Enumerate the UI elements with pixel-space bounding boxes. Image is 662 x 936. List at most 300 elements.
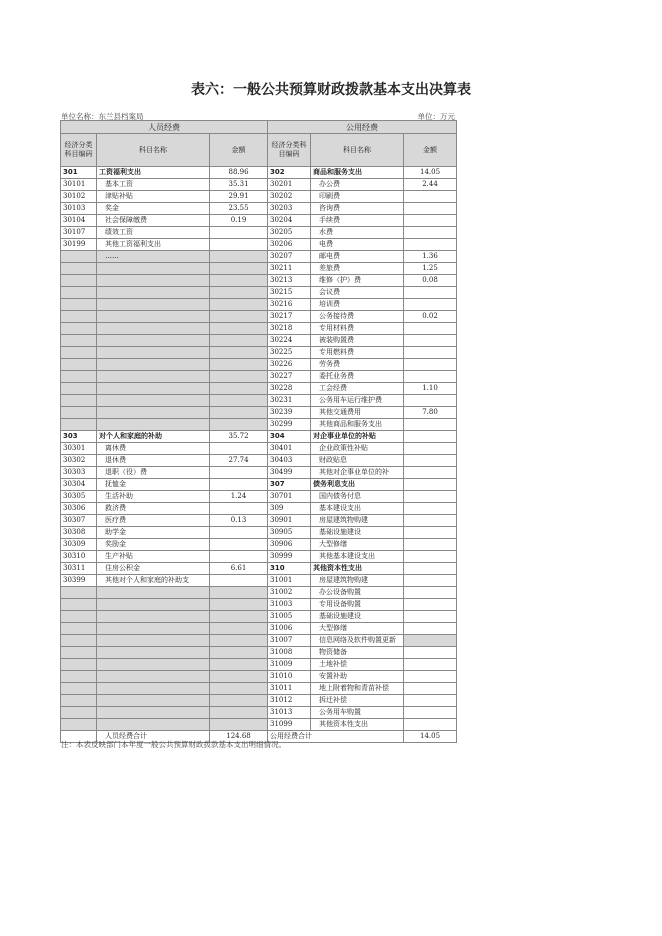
right-name-cell: 债务利息支出 (311, 479, 404, 491)
right-name-cell: 信息网络及软件购置更新 (311, 635, 404, 647)
right-amount-cell (404, 419, 457, 431)
table-row (61, 635, 457, 647)
table-row (61, 503, 457, 515)
right-code-cell: 30905 (268, 527, 311, 539)
table-row (61, 611, 457, 623)
left-code-cell (61, 371, 97, 383)
left-amount-cell (210, 383, 268, 395)
right-name-cell: 财政贴息 (311, 455, 404, 467)
left-name-cell (97, 599, 210, 611)
right-code-cell: 30204 (268, 215, 311, 227)
table-row (61, 719, 457, 731)
left-code-cell: 30102 (61, 191, 97, 203)
left-amount-cell (210, 311, 268, 323)
right-amount-cell (404, 323, 457, 335)
table-row (61, 275, 457, 287)
right-name-cell: 维修（护）费 (311, 275, 404, 287)
right-name-cell: 土地补偿 (311, 659, 404, 671)
table-row (61, 179, 457, 191)
table-row (61, 395, 457, 407)
header-code-left: 经济分类科目编码 (61, 134, 97, 167)
left-name-cell (97, 395, 210, 407)
right-name-cell: 其他资本性支出 (311, 563, 404, 575)
right-name-cell: 公务用车运行维护费 (311, 395, 404, 407)
right-code-cell: 307 (268, 479, 311, 491)
left-name-cell (97, 263, 210, 275)
left-amount-cell (210, 635, 268, 647)
right-amount-cell: 1.25 (404, 263, 457, 275)
left-code-cell (61, 275, 97, 287)
public-total-amount: 14.05 (404, 731, 457, 743)
left-amount-cell (210, 587, 268, 599)
unit-name: 单位名称：东兰县档案局 (61, 112, 144, 121)
table-row (61, 299, 457, 311)
table-row (61, 479, 457, 491)
table-row (61, 551, 457, 563)
left-amount-cell (210, 479, 268, 491)
right-name-cell: 基础设施建设 (311, 527, 404, 539)
table-row (61, 695, 457, 707)
left-amount-cell (210, 659, 268, 671)
left-amount-cell (210, 467, 268, 479)
right-code-cell: 30239 (268, 407, 311, 419)
right-name-cell: 拆迁补偿 (311, 695, 404, 707)
right-amount-cell (404, 503, 457, 515)
left-code-cell: 30308 (61, 527, 97, 539)
right-code-cell: 30206 (268, 239, 311, 251)
left-name-cell: 绩效工资 (97, 227, 210, 239)
right-name-cell: 劳务费 (311, 359, 404, 371)
table-row (61, 419, 457, 431)
left-amount-cell (210, 227, 268, 239)
left-code-cell: 30306 (61, 503, 97, 515)
right-amount-cell: 1.10 (404, 383, 457, 395)
right-code-cell: 31010 (268, 671, 311, 683)
table-row (61, 335, 457, 347)
left-amount-cell: 35.72 (210, 431, 268, 443)
left-code-cell (61, 623, 97, 635)
section-public: 公用经费 (268, 121, 457, 134)
table-row (61, 455, 457, 467)
right-amount-cell (404, 587, 457, 599)
right-amount-cell (404, 491, 457, 503)
table-row (61, 407, 457, 419)
table-row (61, 539, 457, 551)
right-amount-cell: 0.02 (404, 311, 457, 323)
right-code-cell: 30299 (268, 419, 311, 431)
right-code-cell: 30201 (268, 179, 311, 191)
left-code-cell (61, 251, 97, 263)
right-code-cell: 30213 (268, 275, 311, 287)
left-amount-cell (210, 611, 268, 623)
right-name-cell: 其他对企事业单位的补 (311, 467, 404, 479)
right-code-cell: 30203 (268, 203, 311, 215)
right-code-cell: 31007 (268, 635, 311, 647)
table-row (61, 683, 457, 695)
table-row (61, 599, 457, 611)
right-amount-cell (404, 515, 457, 527)
right-name-cell: 安置补助 (311, 671, 404, 683)
left-name-cell (97, 347, 210, 359)
left-name-cell (97, 623, 210, 635)
right-name-cell: 被装购置费 (311, 335, 404, 347)
right-amount-cell (404, 227, 457, 239)
left-name-cell: 社会保障缴费 (97, 215, 210, 227)
right-name-cell: 基础设施建设 (311, 611, 404, 623)
right-code-cell: 30207 (268, 251, 311, 263)
left-name-cell: 生活补助 (97, 491, 210, 503)
right-amount-cell (404, 719, 457, 731)
right-amount-cell (404, 563, 457, 575)
right-amount-cell (404, 527, 457, 539)
header-amount-right: 金额 (404, 134, 457, 167)
left-code-cell (61, 287, 97, 299)
table-row (61, 515, 457, 527)
right-name-cell: 公务用车购置 (311, 707, 404, 719)
left-code-cell (61, 695, 97, 707)
right-code-cell: 30228 (268, 383, 311, 395)
column-header-row (61, 134, 457, 167)
right-code-cell: 30211 (268, 263, 311, 275)
right-amount-cell (404, 695, 457, 707)
left-amount-cell: 29.91 (210, 191, 268, 203)
right-code-cell: 30224 (268, 335, 311, 347)
right-code-cell: 31011 (268, 683, 311, 695)
personnel-total-label: 人员经费合计 (97, 731, 210, 743)
right-amount-cell (404, 287, 457, 299)
left-name-cell (97, 683, 210, 695)
right-amount-cell (404, 671, 457, 683)
left-code-cell (61, 635, 97, 647)
right-name-cell: 会议费 (311, 287, 404, 299)
right-amount-cell (404, 359, 457, 371)
left-code-cell (61, 323, 97, 335)
table-row (61, 323, 457, 335)
right-amount-cell (404, 611, 457, 623)
right-amount-cell (404, 599, 457, 611)
right-name-cell: 其他基本建设支出 (311, 551, 404, 563)
left-name-cell (97, 323, 210, 335)
right-name-cell: 专用材料费 (311, 323, 404, 335)
right-amount-cell (404, 707, 457, 719)
left-code-cell (61, 347, 97, 359)
right-name-cell: 其他交通费用 (311, 407, 404, 419)
table-row (61, 191, 457, 203)
left-code-cell: 30104 (61, 215, 97, 227)
left-amount-cell (210, 623, 268, 635)
left-code-cell (61, 407, 97, 419)
left-name-cell: 救济费 (97, 503, 210, 515)
table-row (61, 527, 457, 539)
left-code-cell (61, 311, 97, 323)
left-amount-cell (210, 299, 268, 311)
right-amount-cell (404, 299, 457, 311)
right-code-cell: 30401 (268, 443, 311, 455)
table-row (61, 623, 457, 635)
left-amount-cell (210, 443, 268, 455)
right-name-cell: 大型修缮 (311, 539, 404, 551)
table-row (61, 203, 457, 215)
right-amount-cell (404, 431, 457, 443)
right-name-cell: 差旅费 (311, 263, 404, 275)
left-code-cell (61, 719, 97, 731)
left-name-cell: 津贴补贴 (97, 191, 210, 203)
right-code-cell: 30218 (268, 323, 311, 335)
right-amount-cell: 7.80 (404, 407, 457, 419)
right-name-cell: 咨询费 (311, 203, 404, 215)
left-amount-cell (210, 335, 268, 347)
left-name-cell (97, 419, 210, 431)
right-name-cell: 基本建设支出 (311, 503, 404, 515)
table-row (61, 659, 457, 671)
left-code-cell: 30103 (61, 203, 97, 215)
right-amount-cell (404, 347, 457, 359)
left-code-cell: 30309 (61, 539, 97, 551)
table-row (61, 443, 457, 455)
left-code-cell: 301 (61, 167, 97, 179)
right-name-cell: 专用设备购置 (311, 599, 404, 611)
left-amount-cell: 35.31 (210, 179, 268, 191)
left-name-cell: 其他对个人和家庭的补助支 (97, 575, 210, 587)
left-amount-cell (210, 323, 268, 335)
right-code-cell: 302 (268, 167, 311, 179)
left-name-cell: 奖励金 (97, 539, 210, 551)
table-row (61, 311, 457, 323)
right-code-cell: 30225 (268, 347, 311, 359)
left-amount-cell (210, 419, 268, 431)
right-amount-cell (404, 467, 457, 479)
left-amount-cell: 23.55 (210, 203, 268, 215)
left-code-cell (61, 659, 97, 671)
left-amount-cell (210, 251, 268, 263)
table-row (61, 251, 457, 263)
left-name-cell (97, 299, 210, 311)
left-code-cell (61, 671, 97, 683)
left-name-cell (97, 671, 210, 683)
table-row (61, 431, 457, 443)
left-amount-cell (210, 359, 268, 371)
expenditure-table (60, 120, 457, 743)
left-code-cell (61, 299, 97, 311)
left-name-cell: 工资福利支出 (97, 167, 210, 179)
table-row (61, 371, 457, 383)
left-amount-cell: 88.96 (210, 167, 268, 179)
left-code-cell: 30307 (61, 515, 97, 527)
left-code-cell (61, 611, 97, 623)
left-code-cell (61, 647, 97, 659)
left-name-cell: 对个人和家庭的补助 (97, 431, 210, 443)
left-code-cell: 30303 (61, 467, 97, 479)
left-amount-cell: 1.24 (210, 491, 268, 503)
right-amount-cell (404, 575, 457, 587)
table-row (61, 227, 457, 239)
right-amount-cell (404, 635, 457, 647)
public-total-label: 公用经费合计 (268, 731, 404, 743)
left-amount-cell (210, 263, 268, 275)
left-name-cell (97, 587, 210, 599)
left-code-cell: 30199 (61, 239, 97, 251)
left-name-cell (97, 407, 210, 419)
left-code-cell (61, 359, 97, 371)
left-name-cell (97, 647, 210, 659)
left-name-cell: 奖金 (97, 203, 210, 215)
right-code-cell: 30226 (268, 359, 311, 371)
right-code-cell: 31005 (268, 611, 311, 623)
right-amount-cell (404, 647, 457, 659)
right-amount-cell (404, 455, 457, 467)
left-name-cell (97, 275, 210, 287)
right-code-cell: 30403 (268, 455, 311, 467)
right-code-cell: 31013 (268, 707, 311, 719)
right-code-cell: 30999 (268, 551, 311, 563)
left-name-cell (97, 287, 210, 299)
right-amount-cell (404, 479, 457, 491)
right-amount-cell: 14.05 (404, 167, 457, 179)
header-name-left: 科目名称 (97, 134, 210, 167)
right-name-cell: 对企事业单位的补贴 (311, 431, 404, 443)
right-amount-cell (404, 659, 457, 671)
left-amount-cell (210, 239, 268, 251)
left-name-cell (97, 371, 210, 383)
right-amount-cell: 1.36 (404, 251, 457, 263)
left-name-cell: 离休费 (97, 443, 210, 455)
left-name-cell: 医疗费 (97, 515, 210, 527)
table-row (61, 383, 457, 395)
right-name-cell: 地上附着物和青苗补偿 (311, 683, 404, 695)
left-amount-cell (210, 395, 268, 407)
left-name-cell: 退休费 (97, 455, 210, 467)
right-name-cell: 公务接待费 (311, 311, 404, 323)
right-name-cell: 培训费 (311, 299, 404, 311)
table-row (61, 575, 457, 587)
left-name-cell: 其他工资福利支出 (97, 239, 210, 251)
right-code-cell: 30231 (268, 395, 311, 407)
right-code-cell: 31006 (268, 623, 311, 635)
left-name-cell (97, 611, 210, 623)
left-code-cell (61, 599, 97, 611)
left-code-cell: 30310 (61, 551, 97, 563)
left-amount-cell (210, 371, 268, 383)
left-amount-cell (210, 599, 268, 611)
right-code-cell: 309 (268, 503, 311, 515)
right-code-cell: 30901 (268, 515, 311, 527)
right-amount-cell (404, 371, 457, 383)
left-amount-cell (210, 647, 268, 659)
left-name-cell (97, 707, 210, 719)
left-code-cell (61, 587, 97, 599)
right-name-cell: 房屋建筑物购建 (311, 515, 404, 527)
right-amount-cell (404, 551, 457, 563)
left-amount-cell (210, 287, 268, 299)
right-name-cell: 商品和服务支出 (311, 167, 404, 179)
left-code-cell (61, 383, 97, 395)
table-row (61, 587, 457, 599)
left-code-cell (61, 335, 97, 347)
left-amount-cell (210, 407, 268, 419)
left-code-cell (61, 395, 97, 407)
left-code-cell: 303 (61, 431, 97, 443)
right-code-cell: 31001 (268, 575, 311, 587)
right-code-cell: 30205 (268, 227, 311, 239)
table-row (61, 239, 457, 251)
right-amount-cell (404, 191, 457, 203)
left-code-cell: 30305 (61, 491, 97, 503)
left-amount-cell: 6.61 (210, 563, 268, 575)
left-amount-cell (210, 275, 268, 287)
left-amount-cell (210, 575, 268, 587)
left-code-cell (61, 263, 97, 275)
right-amount-cell (404, 623, 457, 635)
page-title: 表六：一般公共预算财政拨款基本支出决算表 (191, 82, 471, 98)
right-name-cell: 物资储备 (311, 647, 404, 659)
left-amount-cell (210, 683, 268, 695)
right-amount-cell (404, 539, 457, 551)
table-row (61, 467, 457, 479)
table-row (61, 647, 457, 659)
table-row (61, 347, 457, 359)
right-name-cell: 国内债务付息 (311, 491, 404, 503)
table-row (61, 491, 457, 503)
left-name-cell: 基本工资 (97, 179, 210, 191)
table-row (61, 707, 457, 719)
left-code-cell: 30101 (61, 179, 97, 191)
right-code-cell: 30215 (268, 287, 311, 299)
right-name-cell: 房屋建筑物购建 (311, 575, 404, 587)
header-amount-left: 金额 (210, 134, 268, 167)
table-row (61, 359, 457, 371)
left-amount-cell (210, 707, 268, 719)
left-code-cell (61, 419, 97, 431)
left-name-cell (97, 335, 210, 347)
right-name-cell: 办公设备购置 (311, 587, 404, 599)
right-code-cell: 30217 (268, 311, 311, 323)
table-row (61, 287, 457, 299)
left-code-cell: 30311 (61, 563, 97, 575)
right-code-cell: 31009 (268, 659, 311, 671)
right-amount-cell (404, 335, 457, 347)
table-row (61, 263, 457, 275)
left-name-cell: …… (97, 251, 210, 263)
right-code-cell: 31003 (268, 599, 311, 611)
left-name-cell (97, 659, 210, 671)
table-row (61, 167, 457, 179)
right-name-cell: 邮电费 (311, 251, 404, 263)
table-row (61, 563, 457, 575)
right-code-cell: 30216 (268, 299, 311, 311)
right-name-cell: 专用燃料费 (311, 347, 404, 359)
right-name-cell: 委托业务费 (311, 371, 404, 383)
right-code-cell: 30227 (268, 371, 311, 383)
right-name-cell: 其他资本性支出 (311, 719, 404, 731)
left-amount-cell (210, 539, 268, 551)
left-amount-cell: 0.19 (210, 215, 268, 227)
left-code-cell: 30304 (61, 479, 97, 491)
right-name-cell: 电费 (311, 239, 404, 251)
left-name-cell: 退职（役）费 (97, 467, 210, 479)
left-amount-cell: 27.74 (210, 455, 268, 467)
header-name-right: 科目名称 (311, 134, 404, 167)
left-name-cell (97, 635, 210, 647)
left-amount-cell (210, 503, 268, 515)
right-amount-cell (404, 395, 457, 407)
left-code-cell: 30399 (61, 575, 97, 587)
left-amount-cell (210, 551, 268, 563)
unit-label: 单位：万元 (417, 112, 455, 121)
right-amount-cell: 0.08 (404, 275, 457, 287)
right-amount-cell (404, 683, 457, 695)
section-header-row (61, 121, 457, 134)
right-amount-cell (404, 443, 457, 455)
